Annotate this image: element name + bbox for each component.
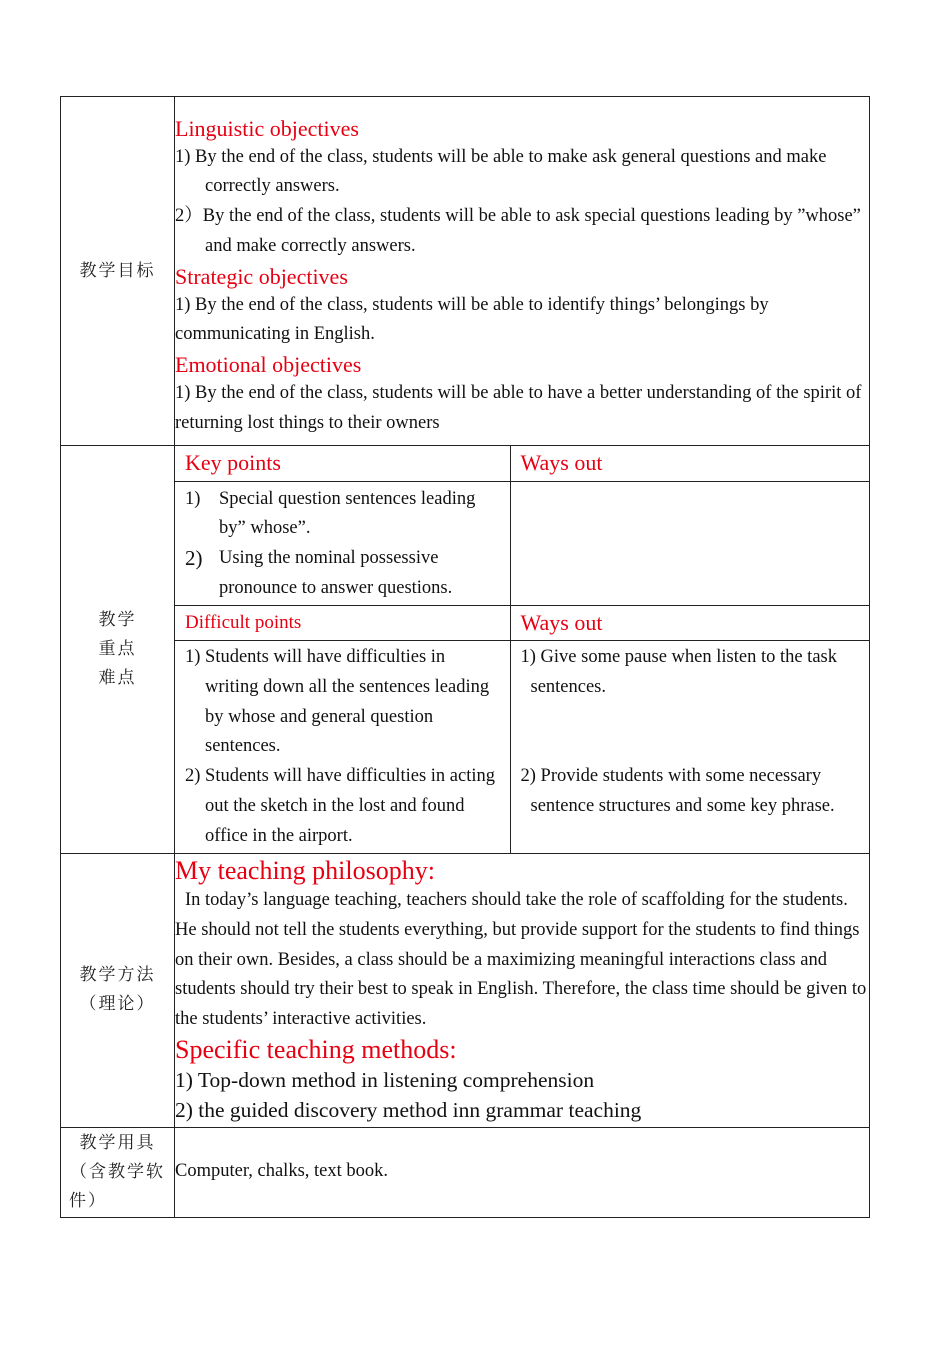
objectives-row xyxy=(61,97,870,446)
objectives-label: 教学目标 xyxy=(61,97,175,446)
methods-label: 教学方法 （理论） xyxy=(61,854,175,1128)
difficult-point-2: 2) Students will have difficulties in acting out the sketch in the lost and found office in the airport. xyxy=(185,766,495,846)
philosophy-text: In today’s language teaching, teachers should take the role of scaffolding for the students. He should not tell the students everything, but provide support for the students to find things on their own. Besides, a class should be a maximizing meaningful interactions class and students should try their best to speak in English. Therefore, the class time should be given to the students’ interactive activities. xyxy=(175,890,867,1030)
linguistic-heading: Linguistic objectives xyxy=(175,115,359,141)
linguistic-item-1: 1) By the end of the class, students will be able to make ask general questions and make correctly answers. xyxy=(175,146,827,197)
difficult-point-1: 1) Students will have difficulties in writing down all the sentences leading by whose and general question sentences. xyxy=(185,647,490,757)
way-out-1: 1) Give some pause when listen to the task sentences. xyxy=(520,647,837,698)
lesson-plan-table xyxy=(60,96,870,1218)
strategic-heading: Strategic objectives xyxy=(175,263,348,289)
ways-out-header-2: Ways out xyxy=(510,606,869,641)
key-points-cell xyxy=(175,481,510,606)
specific-method-2: 2) the guided discovery method inn grammar teaching xyxy=(175,1097,642,1122)
key-ways-out-cell xyxy=(510,481,869,606)
difficult-points-header: Difficult points xyxy=(175,606,510,641)
points-label: 教学 重点 难点 xyxy=(61,446,175,854)
tools-text: Computer, chalks, text book. xyxy=(175,1161,389,1182)
points-content xyxy=(175,446,870,854)
difficult-points-cell xyxy=(175,641,510,853)
points-row xyxy=(61,446,870,854)
key-point-2: 2) Using the nominal possessive pronounce to answer questions. xyxy=(185,545,453,598)
points-inner-table xyxy=(175,446,869,853)
strategic-item-1: 1) By the end of the class, students will be able to identify things’ belongings by communicating in English. xyxy=(175,294,769,345)
philosophy-heading: My teaching philosophy: xyxy=(175,856,435,886)
emotional-heading: Emotional objectives xyxy=(175,351,362,377)
methods-row xyxy=(61,854,870,1128)
emotional-item-1: 1) By the end of the class, students will be able to have a better understanding of the spirit of returning lost things to their owners xyxy=(175,382,862,433)
tools-row xyxy=(61,1127,870,1217)
methods-content xyxy=(175,854,870,1128)
linguistic-item-2: 2）By the end of the class, students will be able to ask special questions leading by ”whose” and make correctly answers. xyxy=(175,206,861,256)
difficult-ways-out-cell xyxy=(510,641,869,853)
ways-out-header: Ways out xyxy=(510,446,869,481)
key-point-1: 1) Special question sentences leading by” whose”. xyxy=(185,488,476,539)
key-points-header: Key points xyxy=(175,446,510,481)
objectives-content xyxy=(175,97,870,446)
specific-method-1: 1) Top-down method in listening comprehension xyxy=(175,1067,595,1092)
specific-methods-heading: Specific teaching methods: xyxy=(175,1034,457,1064)
way-out-2: 2) Provide students with some necessary sentence structures and some key phrase. xyxy=(520,766,835,817)
tools-label: 教学用具 （含教学软 件） xyxy=(61,1127,175,1217)
tools-content xyxy=(175,1127,870,1217)
